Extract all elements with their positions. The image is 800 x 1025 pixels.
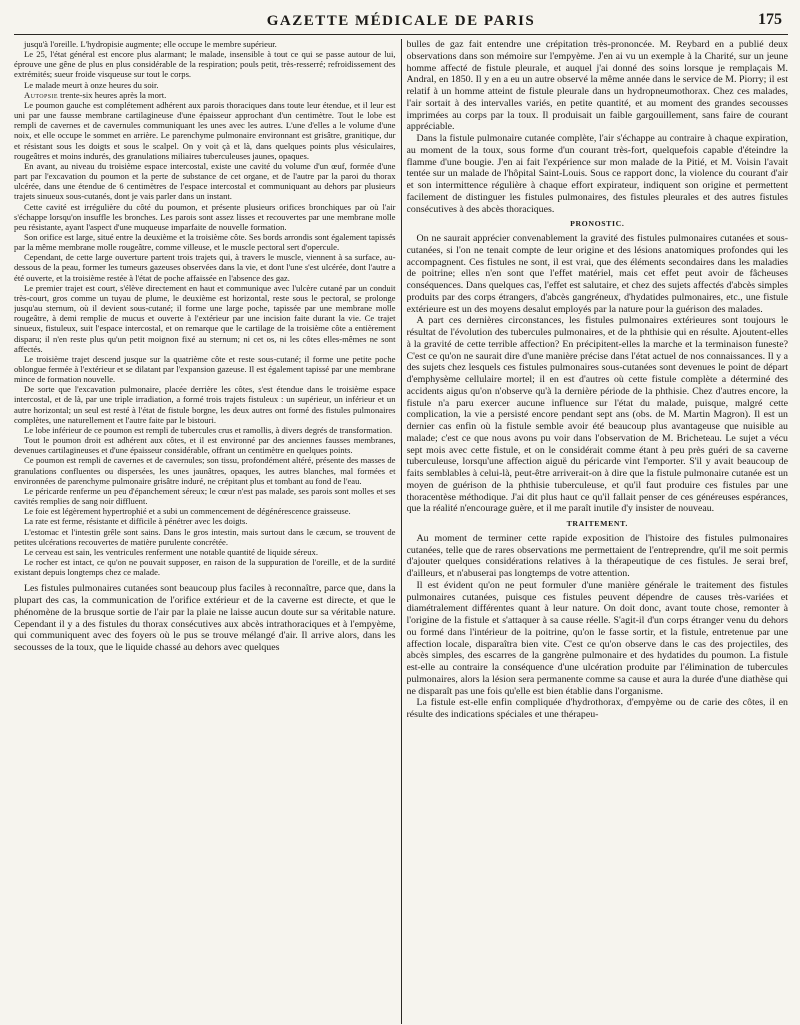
paragraph: Cette cavité est irrégulière du côté du poumon, et présente plusieurs orifices bronchiques par où l'air s'échappe lorsqu'on insuffle les bronches. Les parois sont assez lisses et recouvertes par une membrane molle peu résistante, ayant l'aspect d'une muqueuse imparfaite de nouvelle formation. <box>14 201 396 232</box>
paragraph: Ce poumon est rempli de cavernes et de cavernules; son tissu, profondément altéré, présente des masses de granulations confluentes ou dispersées, les unes jaunâtres, opaques, les autres blanches, mal formées et environnées de parenchyme pulmonaire grisâtre induré, ne crépitant plus et tombant au fond de l'eau. <box>14 455 396 486</box>
paragraph: Le premier trajet est court, s'élève directement en haut et communique avec l'ulcère cutané par un conduit très-court, gros comme un tuyau de plume, le deuxième est horizontal, reste sous le pectoral, se prolonge jusqu'au sternum, où il devient sous-cutané; il forme une large poche, tapissée par une membrane molle rougeâtre, à demi remplie de mucus et ouverte à l'extérieur par une incision faite durant la vie. Ce trajet sinueux, fistuleux, suit l'espace intercostal, et on remarque que le cartilage de la troisième côte a entièrement disparu; il n'en reste plus qu'un petit moignon fixé au sternum; ni cet os, ni les côtes elles-mêmes ne sont affectés. <box>14 282 396 354</box>
paragraph: Le poumon gauche est complétement adhérent aux parois thoraciques dans toute leur étendue, et il leur est uni par une fausse membrane cartilagineuse d'une épaisseur approchant d'un centimètre. Tout le lobe est rempli de cavernes et de cavernules communiquant les unes avec les autres. L'une d'elles a le volume d'une noix, et elle occupe le sommet en arrière. Le parenchyme pulmonaire environnant est grisâtre, granitique, dur et résistant sous les doigts et sous le scalpel. On y voit çà et là, dans quelques points plus vésiculaires, rougeâtres et moins indurés, des granulations miliaires tuberculeuses jaunes, opaques. <box>14 99 396 161</box>
paragraph: Le rocher est intact, ce qu'on ne pouvait supposer, en raison de la suppuration de l'oreille, et de la surdité existant depuis longtemps chez ce malade. <box>14 556 396 578</box>
paragraph: A part ces dernières circonstances, les fistules pulmonaires extérieures sont toujours le résultat de l'évolution des tubercules pulmonaires, et de la phthisie qui en résulte. Ajoutent-elles à la gravité de cette terrible affection? En précipitent-elles la marche et la terminaison funeste? C'est ce qu'on ne saurait dire d'une manière précise dans l'état actuel de nos connaissances. Il y a des sujets chez lesquels ces fistules pulmonaires sous-cutanées sont devenues le point de départ d'emphysème cellulaire mortel; il en est d'autres où cette fistule complète a déterminé des accidents aigus qu'on n'observe qu'à la dernière période de la phthisie. Chez d'autres encore, la fistule n'a paru exercer aucune influence sur l'état du malade, puisque, malgré cette complication, la vie a persisté encore pendant sept ans (obs. de M. Martin Magron). Il est un dernier cas enfin où la fistule semble avoir été beaucoup plus avantageuse que nuisible au malade; c'est ce que nous avons pu voir dans l'observation de M. Bricheteau. Le sujet a vécu sept mois avec cette fistule, et on le considérait comme étant à peu près guéri de sa caverne tuberculeuse, lorsqu'une affection aiguë du péricarde vint l'emporter. S'il y avait beaucoup de faits semblables à celui-là, peut-être arriverait-on à dire que la fistule pulmonaire cutanée est un moyen de guérison de la phthisie tuberculeuse, et qu'il faut produire ces fistules par une thoracentèse méthodique. J'ai dit plus haut ce qu'il fallait penser de ces généreuses espérances, que la réalité n'encourage guère, et il me paraît inutile d'y insister de nouveau. <box>406 315 788 515</box>
paragraph: De sorte que l'excavation pulmonaire, placée derrière les côtes, s'est étendue dans le troisième espace intercostal, et de là, par une triple irradiation, a formé trois trajets fistuleux : un supérieur, un inférieur et un autre horizontal; un seul est resté à l'état de fistule borgne, les deux autres ont formé des fistules pulmonaires complètes, une naturellement et l'autre faite par le bistouri. <box>14 384 396 425</box>
paragraph: L'estomac et l'intestin grêle sont sains. Dans le gros intestin, mais surtout dans le cæcum, se trouvent de petites ulcérations recouvertes de matière purulente concrétée. <box>14 526 396 547</box>
paragraph: Au moment de terminer cette rapide exposition de l'histoire des fistules pulmonaires cutanées, telle que de rares observations me permettaient de l'entreprendre, qu'il me soit permis d'ajouter quelques considérations relatives à la thérapeutique de ces fistules. Je serai bref, d'ailleurs, et n'abuserai pas longtemps de votre attention. <box>406 532 788 579</box>
paragraph: Le malade meurt à onze heures du soir. <box>24 79 159 90</box>
paragraph <box>14 90 396 100</box>
article-columns <box>14 39 788 1024</box>
paragraph: Le lobe inférieur de ce poumon est rempli de tubercules crus et ramollis, à divers degrés de transformation. <box>24 424 393 435</box>
paragraph: jusqu'à l'oreille. L'hydropisie augmente; elle occupe le membre supérieur. <box>24 39 277 49</box>
paragraph: bulles de gaz fait entendre une crépitation très-prononcée. M. Reybard en a publié deux observations dans son mémoire sur l'empyème. J'en ai vu un exemple à la Charité, sur un jeune homme affecté de fistule pleurale, et auquel j'ai donné des soins lorsque je remplaçais M. Andral, en 1850. Il y en a eu un autre observé la même année dans le service de M. Piorry; il est relatif à un homme atteint de fistule pleurale dans un hydropneumothorax. Chez ces malades, l'air sortait à des intervalles variés, en petite quantité, et au moment des grandes secousses imprimées au corps par la toux. Il produisait un faible gargouillement, sans faire de courant appréciable. <box>406 39 788 133</box>
right-column <box>407 39 789 1024</box>
paragraph: Le troisième trajet descend jusque sur la quatrième côte et reste sous-cutané; il forme une petite poche oblongue fermée à l'extérieur et se dilatant par l'expansion gazeuse. Il est également tapissé par une membrane mince de formation nouvelle. <box>14 353 396 385</box>
paragraph: Tout le poumon droit est adhérent aux côtes, et il est environné par des anciennes fausses membranes, devenues cartilagineuses et d'une épaisseur considérable, offrant un centimètre en quelques points. <box>14 435 396 456</box>
paragraph: La rate est ferme, résistante et difficile à pénétrer avec les doigts. <box>24 516 248 527</box>
section-heading-prognostic: PRONOSTIC. <box>570 219 625 229</box>
autopsy-text: trente-six heures après la mort. <box>57 89 167 100</box>
journal-title: GAZETTE MÉDICALE DE PARIS <box>266 13 536 29</box>
paragraph: Le 25, l'état général est encore plus alarmant; le malade, insensible à tout ce qui se passe autour de lui, éprouve une gêne de plus en plus considérable de la respiration; pouls petit, très-resserré; refroidissement des extrémités; sueur froide visqueuse sur tout le corps. <box>14 49 396 80</box>
paragraph: Le cerveau est sain, les ventricules renferment une notable quantité de liquide séreux. <box>24 546 318 557</box>
paragraph: Il est évident qu'on ne peut formuler d'une manière générale le traitement des fistules pulmonaires cutanées, puisque ces fistules peuvent dépendre de causes très-variées et diamétralement différentes quant à leur nature. On doit donc, avant toute chose, remonter à l'origine de la fistule et s'attaquer à sa cause réelle. S'agit-il d'un corps étranger venu du dehors ou formé dans l'intérieur de la poitrine, qu'on le fasse sortir, et la fistule, entretenue par une affection locale, disparaîtra bien vite. C'est ce qu'on observe dans le cas des projectiles, des abcès simples, des escarres de la gangrène pulmonaire et des hydatides du poumon. La fistule est-elle au contraire la conséquence d'une ulcération produite par l'élimination de tubercules pulmonaires, alors la lésion sera permanente comme sa cause et aura la durée d'une diathèse qui ne disparaît pas une fois qu'elle est bien établie dans l'organisme. <box>406 579 788 697</box>
paragraph: Dans la fistule pulmonaire cutanée complète, l'air s'échappe au contraire à chaque expiration, au moment de la toux, sous forme d'un courant très-fort, quelquefois capable d'éteindre la flamme d'une bougie. J'en ai fait l'expérience sur mon malade de la Pitié, et M. Voisin l'avait tentée sur un malade de l'hôpital Saint-Louis. Sous ce rapport donc, la violence du courant d'air et son intermittence régulière à chaque effort expirateur, indiquent son origine et permettent facilement de distinguer les fistules pulmonaires, des fistules pleurales et des autres fistules consécutives à des abcès thoraciques. <box>406 133 788 215</box>
section-heading-treatment: TRAITEMENT. <box>566 519 628 528</box>
paragraph: Cependant, de cette large ouverture partent trois trajets qui, à travers le muscle, viennent à sa surface, au-dessous de la peau, former les tumeurs gazeuses observées dans la vie, et dont l'une s'est ulcérée, dont l'autre a été ouverte, et la troisième restée à l'état de poche affaissée en l'absence des gaz. <box>14 252 396 283</box>
autopsy-label: Autopsie <box>24 89 58 100</box>
paragraph: En avant, au niveau du troisième espace intercostal, existe une cavité du volume d'un œuf, formée d'une part par l'excavation du poumon et la perte de substance de cet organe, et de l'autre par la paroi du thorax ulcérée, dans une étendue de 6 centimètres de l'espace intercostal et communiquant au dehors par plusieurs trajets sinueux sous-cutanés, dont je vais parler dans un instant. <box>14 160 396 202</box>
page-number: 175 <box>758 11 782 28</box>
paragraph: Le péricarde renferme un peu d'épanchement séreux; le cœur n'est pas malade, ses parois sont molles et ses cavités remplies de sang noir diffluent. <box>14 485 396 507</box>
paragraph: On ne saurait apprécier convenablement la gravité des fistules pulmonaires cutanées et sous-cutanées, si l'on ne tenait compte de leur origine et des lésions anatomiques profondes qui les accompagnent. Ces fistules ne sont, il est vrai, que des éléments secondaires dans les maladies de poitrine; elles n'en sont que l'effet matériel, mais cet effet peut avoir de fâcheuses conséquences. Dans quelques cas, l'effet est salutaire, et chez des sujets affectés d'abcès simples produits par des corps étrangers, d'abcès gangréneux, d'hydatides pulmonaires, etc., une fistule extérieure est un des moyens desalut employés par la nature pour la guérison des malades. <box>406 233 788 315</box>
left-column <box>14 39 396 1024</box>
paragraph: Son orifice est large, situé entre la deuxième et la troisième côte. Ses bords arrondis sont également tapissés par la même membrane molle rougeâtre, comme villeuse, et le muscle pectoral sert d'opercule. <box>14 231 396 253</box>
column-divider <box>401 39 402 1024</box>
paragraph: Le foie est légèrement hypertrophié et a subi un commencement de dégénérescence graisseuse. <box>24 506 351 517</box>
paragraph: Les fistules pulmonaires cutanées sont beaucoup plus faciles à reconnaître, parce que, dans la plupart des cas, la communication de l'orifice extérieur et de la caverne est directe, et que le phénomène de la brusque sortie de l'air par la plaie ne laisse aucun doute sur sa véritable nature. Cependant il y a des fistules du thorax consécutives aux abcès intrathoraciques et à l'empyème, qui communiquent avec des foyers où le pus se trouve mélangé d'air. Il arrive alors, dans les secousses de la toux, que le liquide chassé au dehors avec quelques <box>14 583 396 654</box>
paragraph: La fistule est-elle enfin compliquée d'hydrothorax, d'empyème ou de carie des côtes, il en résulte des indications spéciales et une thérapeu- <box>406 697 788 720</box>
page-header <box>14 8 788 35</box>
